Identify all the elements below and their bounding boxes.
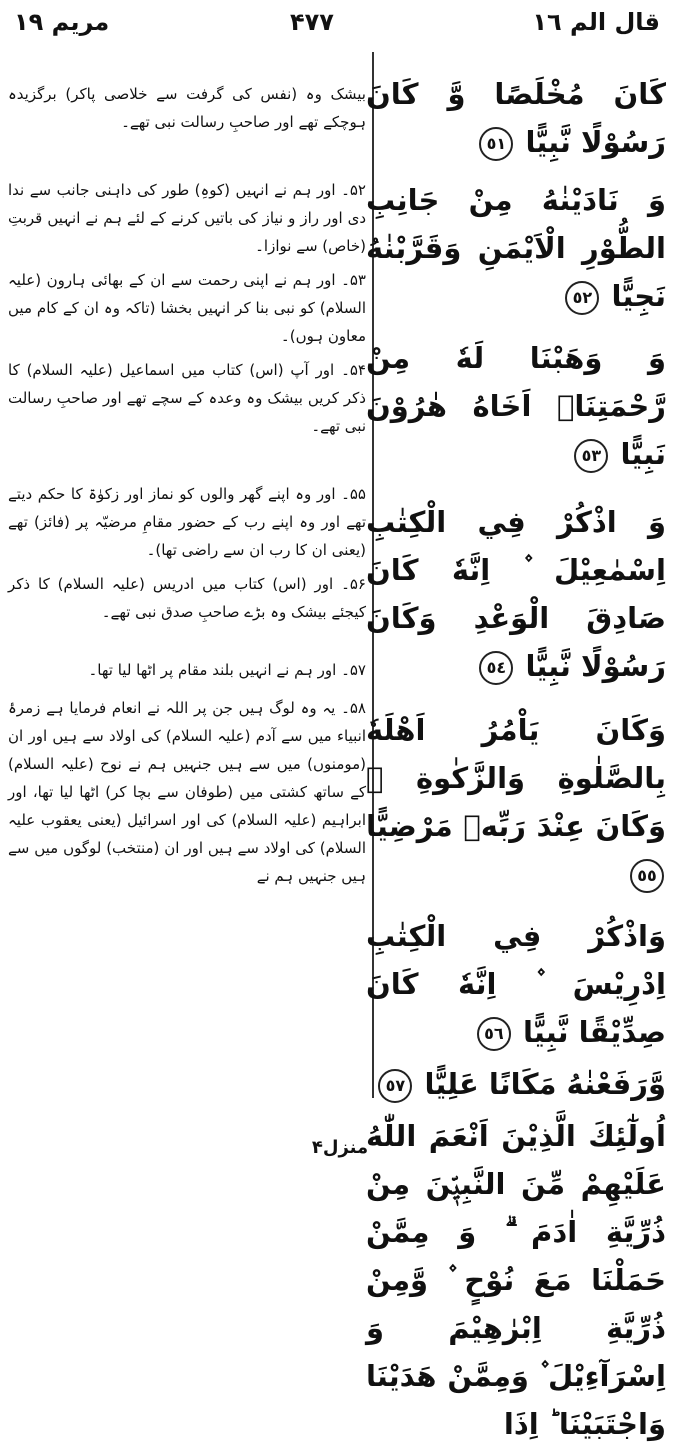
ayah-number-marker: ٥١ [479, 127, 513, 161]
juz-label: قال الم ١٦ [532, 8, 660, 36]
ayah-text: اُولٰٓئِكَ الَّذِيْنَ اَنْعَمَ اللّٰهُ عَلَيْهِمْ مِّنَ النَّبِيّٖنَ مِنْ ذُرِّيَّةِ اٰدَمَ ۗ وَ مِمَّنْ حَمَلْنَا مَعَ نُوْحٍ ۫ وَّمِنْ ذُرِّيَّةِ اِبْرٰهِيْمَ وَ اِسْرَآءِيْلَ ۫ وَمِمَّنْ هَدَيْنَا وَاجْتَبَيْنَا ؕ اِذَا [366, 1119, 666, 1441]
ayah-text: وَ وَهَبْنَا لَهٗ مِنْ رَّحْمَتِنَاۤ اَخَاهُ هٰرُوْنَ نَبِيًّا [366, 341, 666, 471]
translation-block: ۵۴۔ اور آپ (اس) کتاب میں اسماعیل (علیہ السلام) کا ذکر کریں بیشک وہ وعدہ کے سچے تھے اور صاحبِ رسالت نبی تھے۔ [8, 361, 366, 435]
ayah-block [366, 334, 666, 478]
ayah-number-marker: ٥٥ [630, 859, 664, 893]
ayah-number-marker: ٥٢ [565, 281, 599, 315]
ayah-block [366, 1112, 666, 1448]
arabic-column [366, 70, 666, 1452]
ayah-text: وَّرَفَعْنٰهُ مَكَانًا عَلِيًّا [424, 1067, 666, 1101]
ayah-block [366, 498, 666, 690]
ayah-text: كَانَ مُخْلَصًا وَّ كَانَ رَسُوْلًا نَّبِيًّا [366, 77, 666, 159]
translation-block: ۵۸۔ یہ وہ لوگ ہیں جن پر اللہ نے انعام فرمایا ہے زمرۂ انبیاء میں سے آدم (علیہ السلام) کی اولاد سے ہیں اور ان (مومنوں) میں سے ہیں جنہیں ہم نے نوح (علیہ السلام) کے ساتھ کشتی میں (طوفان سے بچا کر) اٹھا لیا تھا، اور ابراہیم (علیہ السلام) کی اور اسرائیل (یعنی یعقوب علیہ السلام) کی اولاد سے ہیں اور ان (منتخب) لوگوں میں سے ہیں جنہیں ہم نے [8, 699, 366, 885]
ayah-block [366, 912, 666, 1056]
ayah-block [366, 176, 666, 320]
surah-label: مریم ۱۹ [14, 8, 110, 36]
page-header [0, 4, 680, 44]
ayah-text: وَاذْكُرْ فِي الْكِتٰبِ اِدْرِيْسَ ۫ اِنَّهٗ كَانَ صِدِّيْقًا نَّبِيًّا [366, 919, 666, 1049]
urdu-column [8, 80, 366, 890]
ayah-number-marker: ٥٦ [477, 1017, 511, 1051]
ayah-block [366, 1060, 666, 1108]
ayah-block [366, 70, 666, 166]
ayah-block [366, 706, 666, 898]
translation-block: ۵۷۔ اور ہم نے انہیں بلند مقام پر اٹھا لیا تھا۔ [88, 661, 366, 679]
translation-block: ۵۲۔ اور ہم نے انہیں (کوہِ) طور کی داہنی جانب سے ندا دی اور راز و نیاز کی باتیں کرنے کے لئے ہم نے انہیں قربتِ (خاص) سے نوازا۔ [8, 181, 366, 255]
ayah-number-marker: ٥٤ [479, 651, 513, 685]
translation-block: ۵۳۔ اور ہم نے اپنی رحمت سے ان کے بھائی ہارون (علیہ السلام) کو نبی بنا کر انہیں بخشا (تاکہ وہ ان کے کام میں معاون ہوں)۔ [8, 271, 366, 345]
translation-block: ۵۶۔ اور (اس) کتاب میں ادریس (علیہ السلام) کا ذکر کیجئے بیشک وہ بڑے صاحبِ صدق نبی تھے۔ [8, 575, 366, 621]
manzil-footer: منزل۴ [311, 1137, 369, 1158]
ayah-number-marker: ٥٧ [378, 1069, 412, 1103]
ayah-text: وَ اذْكُرْ فِي الْكِتٰبِ اِسْمٰعِيْلَ ۫ اِنَّهٗ كَانَ صَادِقَ الْوَعْدِ وَكَانَ رَسُوْلًا نَّبِيًّا [366, 505, 666, 683]
page-number: ۴۷۷ [290, 8, 334, 36]
ayah-text: وَكَانَ يَاْمُرُ اَهْلَهٗ بِالصَّلٰوةِ وَالزَّكٰوةِ ۪ وَكَانَ عِنْدَ رَبِّهٖ مَرْضِيًّا [366, 713, 666, 843]
translation-block: بیشک وہ (نفس کی گرفت سے خلاصی پاکر) برگزیدہ ہوچکے تھے اور صاحبِ رسالت نبی تھے۔ [8, 85, 366, 131]
ayah-number-marker: ٥٣ [574, 439, 608, 473]
ayah-text: وَ نَادَيْنٰهُ مِنْ جَانِبِ الطُّوْرِ الْاَيْمَنِ وَقَرَّبْنٰهُ نَجِيًّا [366, 183, 666, 313]
translation-block: ۵۵۔ اور وہ اپنے گھر والوں کو نماز اور زکوٰۃ کا حکم دیتے تھے اور وہ اپنے رب کے حضور مقامِ مرضیّہ پر (فائز) تھے (یعنی ان کا رب ان سے راضی تھا)۔ [8, 485, 366, 559]
